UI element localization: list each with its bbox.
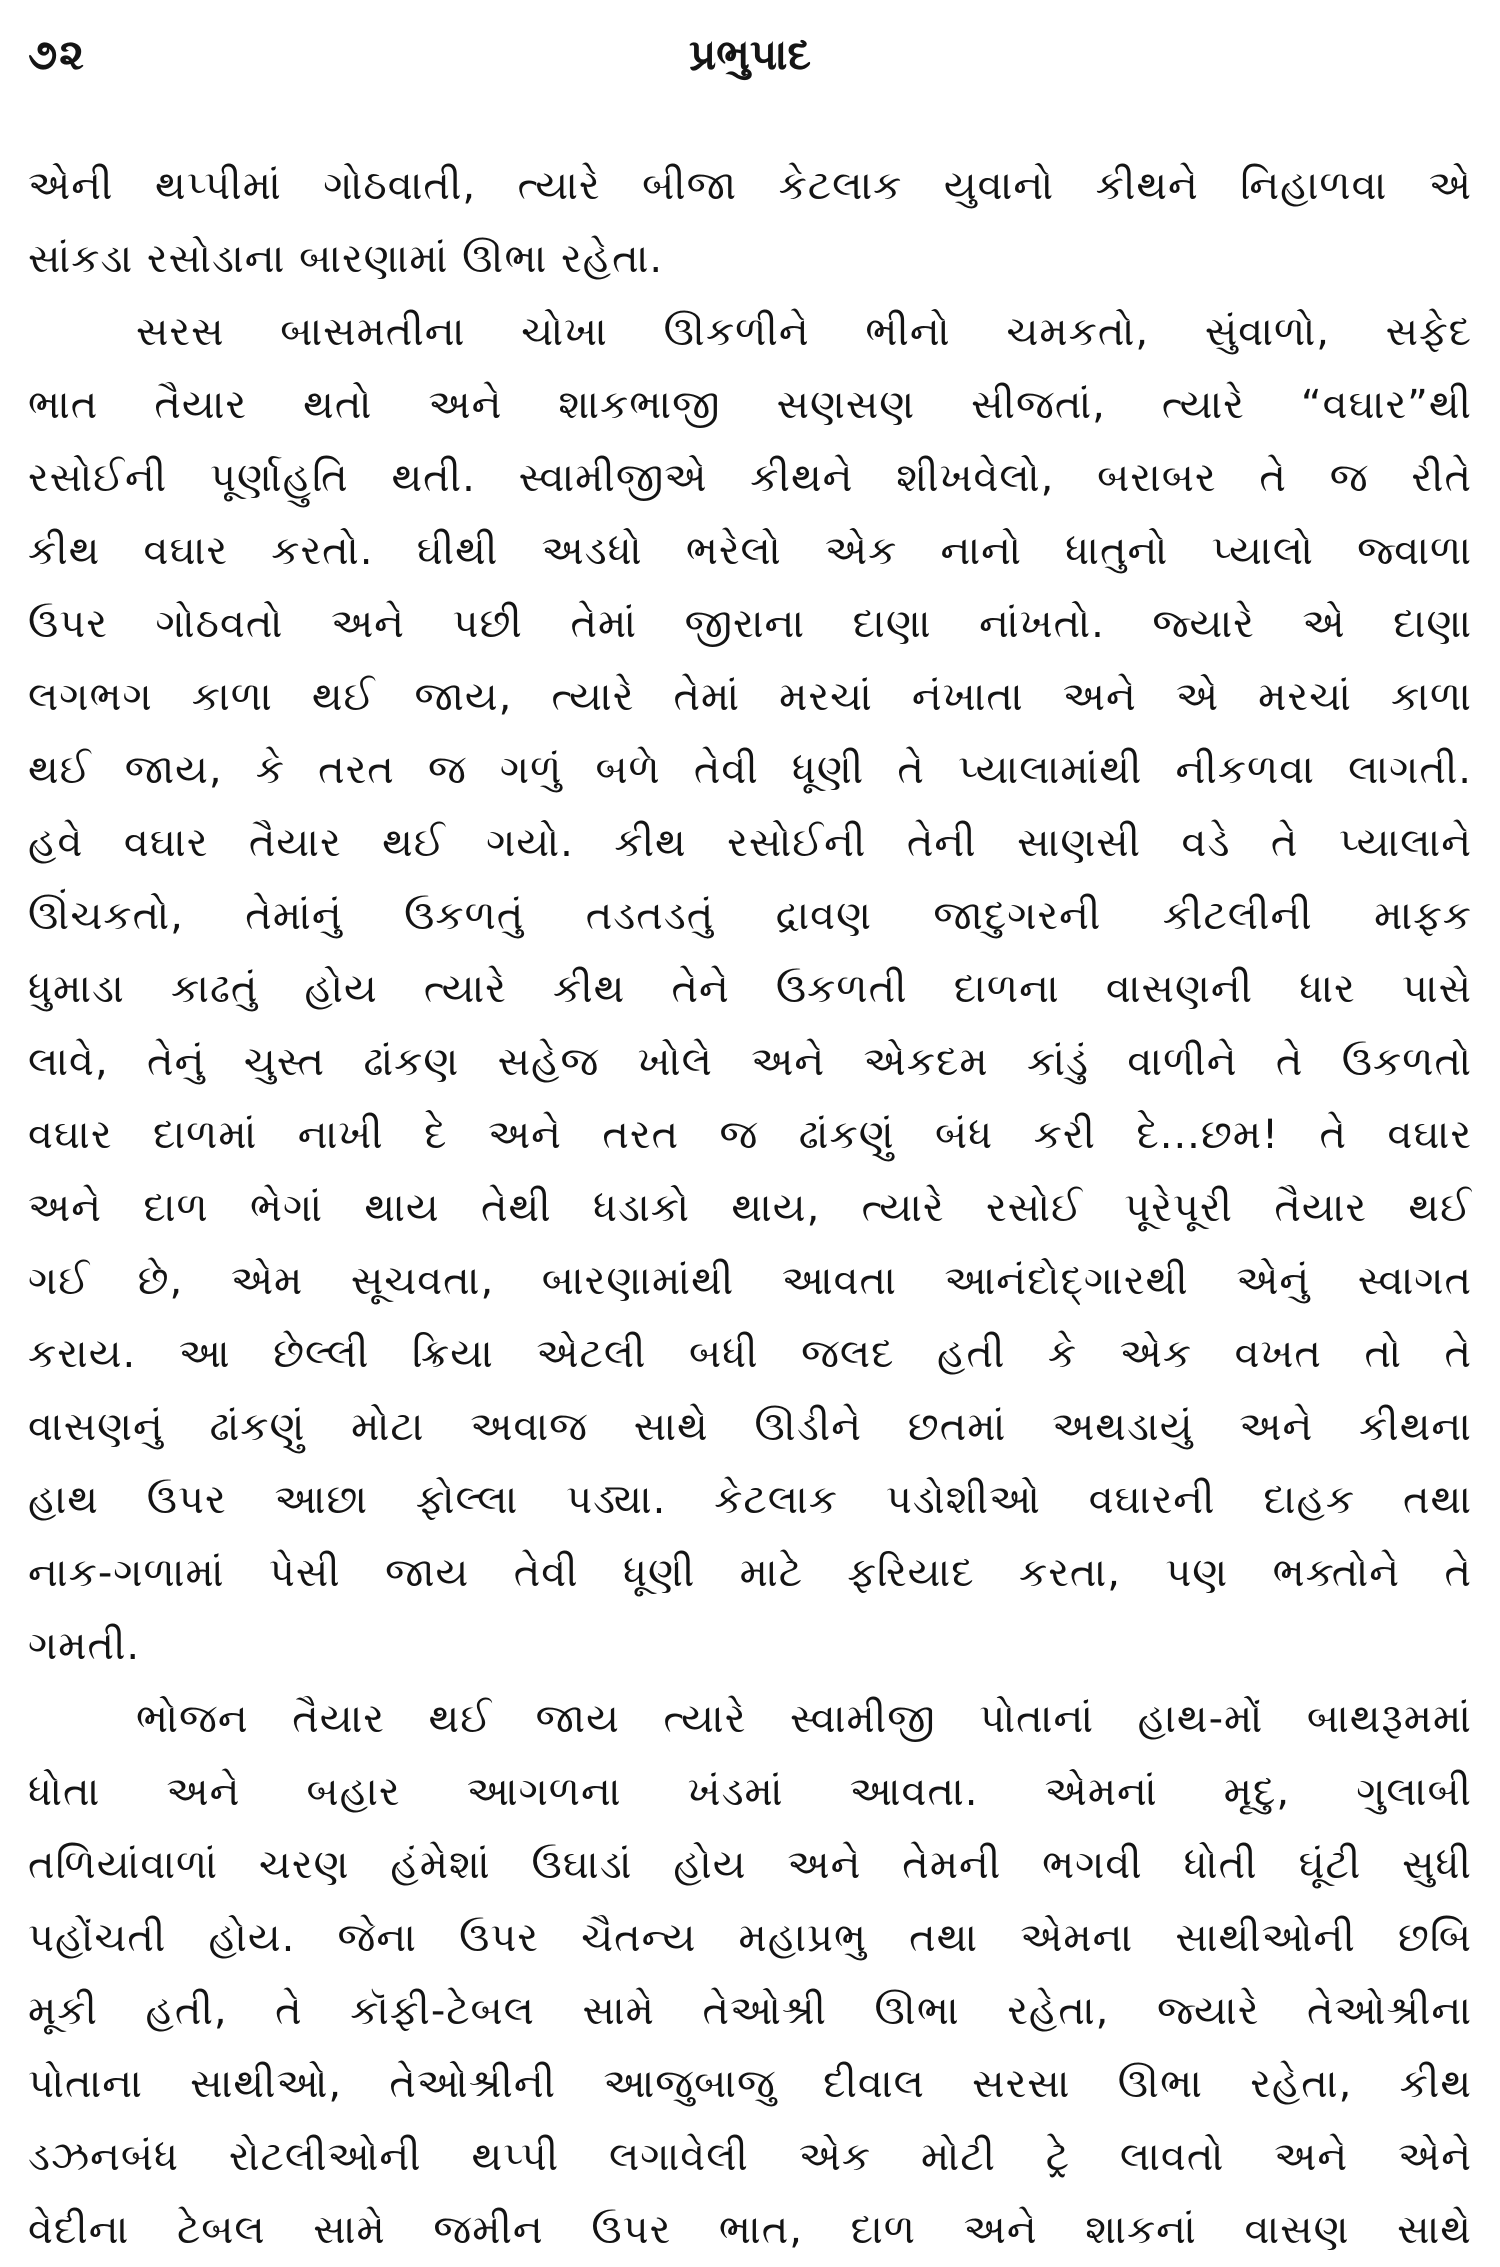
running-head (28, 30, 1472, 90)
text-line: લાવે, તેનું ચુસ્ત ઢાંકણ સહેજ ખોલે અને એકદમ કાંડું વાળીને તે ઉકળતો (28, 1039, 1472, 1085)
text-line: મૂકી હતી, તે કૉફી-ટેબલ સામે તેઓશ્રી ઊભા રહેતા, જ્યારે તેઓશ્રીના (28, 1988, 1472, 2034)
text-line: ઊંચકતો, તેમાંનું ઉકળતું તડતડતું દ્રાવણ જાદુગરની કીટલીની માફક (28, 893, 1472, 939)
body-text (28, 150, 1472, 2267)
text-line: ગમતી. (28, 1623, 141, 1669)
text-line: ધુમાડા કાઢતું હોય ત્યારે કીથ તેને ઉકળતી દાળના વાસણની ધાર પાસે (28, 966, 1472, 1012)
text-line: કરાય. આ છેલ્લી ક્રિયા એટલી બધી જલદ હતી કે એક વખત તો તે (28, 1331, 1472, 1377)
text-line: તળિયાંવાળાં ચરણ હંમેશાં ઉઘાડાં હોય અને તેમની ભગવી ધોતી ઘૂંટી સુધી (28, 1842, 1472, 1888)
paragraph-1 (28, 150, 1472, 296)
page-number: ૭૨ (28, 30, 86, 79)
text-line: એની થપ્પીમાં ગોઠવાતી, ત્યારે બીજા કેટલાક યુવાનો કીથને નિહાળવા એ (28, 163, 1472, 209)
text-line: થઈ જાય, કે તરત જ ગળું બળે તેવી ધૂણી તે પ્યાલામાંથી નીકળવા લાગતી. (28, 747, 1472, 793)
text-line: હાથ ઉપર આછા ફોલ્લા પડ્યા. કેટલાક પડોશીઓ વઘારની દાહક તથા (28, 1477, 1472, 1523)
text-line: સરસ બાસમતીના ચોખા ઊકળીને ભીનો ચમકતો, સુંવાળો, સફેદ (136, 309, 1472, 355)
text-line: ગઈ છે, એમ સૂચવતા, બારણામાંથી આવતા આનંદોદ્ગારથી એનું સ્વાગત (28, 1258, 1472, 1304)
text-line: નાક-ગળામાં પેસી જાય તેવી ધૂણી માટે ફરિયાદ કરતા, પણ ભક્તોને તે (28, 1550, 1472, 1596)
text-line: હવે વઘાર તૈયાર થઈ ગયો. કીથ રસોઈની તેની સાણસી વડે તે પ્યાલાને (28, 820, 1472, 866)
text-line: પહોંચતી હોય. જેના ઉપર ચૈતન્ય મહાપ્રભુ તથા એમના સાથીઓની છબિ (28, 1915, 1472, 1961)
text-line: સાંકડા રસોડાના બારણામાં ઊભા રહેતા. (28, 236, 664, 282)
text-line: કીથ વઘાર કરતો. ઘીથી અડધો ભરેલો એક નાનો ધાતુનો પ્યાલો જ્વાળા (28, 528, 1472, 574)
text-line: ધોતા અને બહાર આગળના ખંડમાં આવતા. એમનાં મૃદુ, ગુલાબી (28, 1769, 1472, 1815)
text-line: ડઝનબંધ રોટલીઓની થપ્પી લગાવેલી એક મોટી ટ્રે લાવતો અને એને (28, 2134, 1472, 2180)
running-title: પ્રભુપાદ (689, 30, 811, 79)
text-line: વેદીના ટેબલ સામે જમીન ઉપર ભાત, દાળ અને શાકનાં વાસણ સાથે (28, 2207, 1472, 2253)
paragraph-2 (28, 296, 1472, 1683)
text-line: ઉપર ગોઠવતો અને પછી તેમાં જીરાના દાણા નાંખતો. જ્યારે એ દાણા (28, 601, 1472, 647)
text-line: પોતાના સાથીઓ, તેઓશ્રીની આજુબાજુ દીવાલ સરસા ઊભા રહેતા, કીથ (28, 2061, 1472, 2107)
paragraph-3 (28, 1683, 1472, 2267)
text-line: અને દાળ ભેગાં થાય તેથી ધડાકો થાય, ત્યારે રસોઈ પૂરેપૂરી તૈયાર થઈ (28, 1185, 1472, 1231)
text-line: ભોજન તૈયાર થઈ જાય ત્યારે સ્વામીજી પોતાનાં હાથ-મોં બાથરૂમમાં (136, 1696, 1472, 1742)
text-line: વઘાર દાળમાં નાખી દે અને તરત જ ઢાંકણું બંધ કરી દે...છમ! તે વઘાર (28, 1112, 1472, 1158)
text-line: ભાત તૈયાર થતો અને શાકભાજી સણસણ સીજતાં, ત્યારે “વઘાર”થી (28, 382, 1472, 428)
text-line: લગભગ કાળા થઈ જાય, ત્યારે તેમાં મરચાં નંખાતા અને એ મરચાં કાળા (28, 674, 1472, 720)
text-line: વાસણનું ઢાંકણું મોટા અવાજ સાથે ઊડીને છતમાં અથડાયું અને કીથના (28, 1404, 1472, 1450)
text-line: રસોઈની પૂર્ણાહુતિ થતી. સ્વામીજીએ કીથને શીખવેલો, બરાબર તે જ રીતે (28, 455, 1472, 501)
